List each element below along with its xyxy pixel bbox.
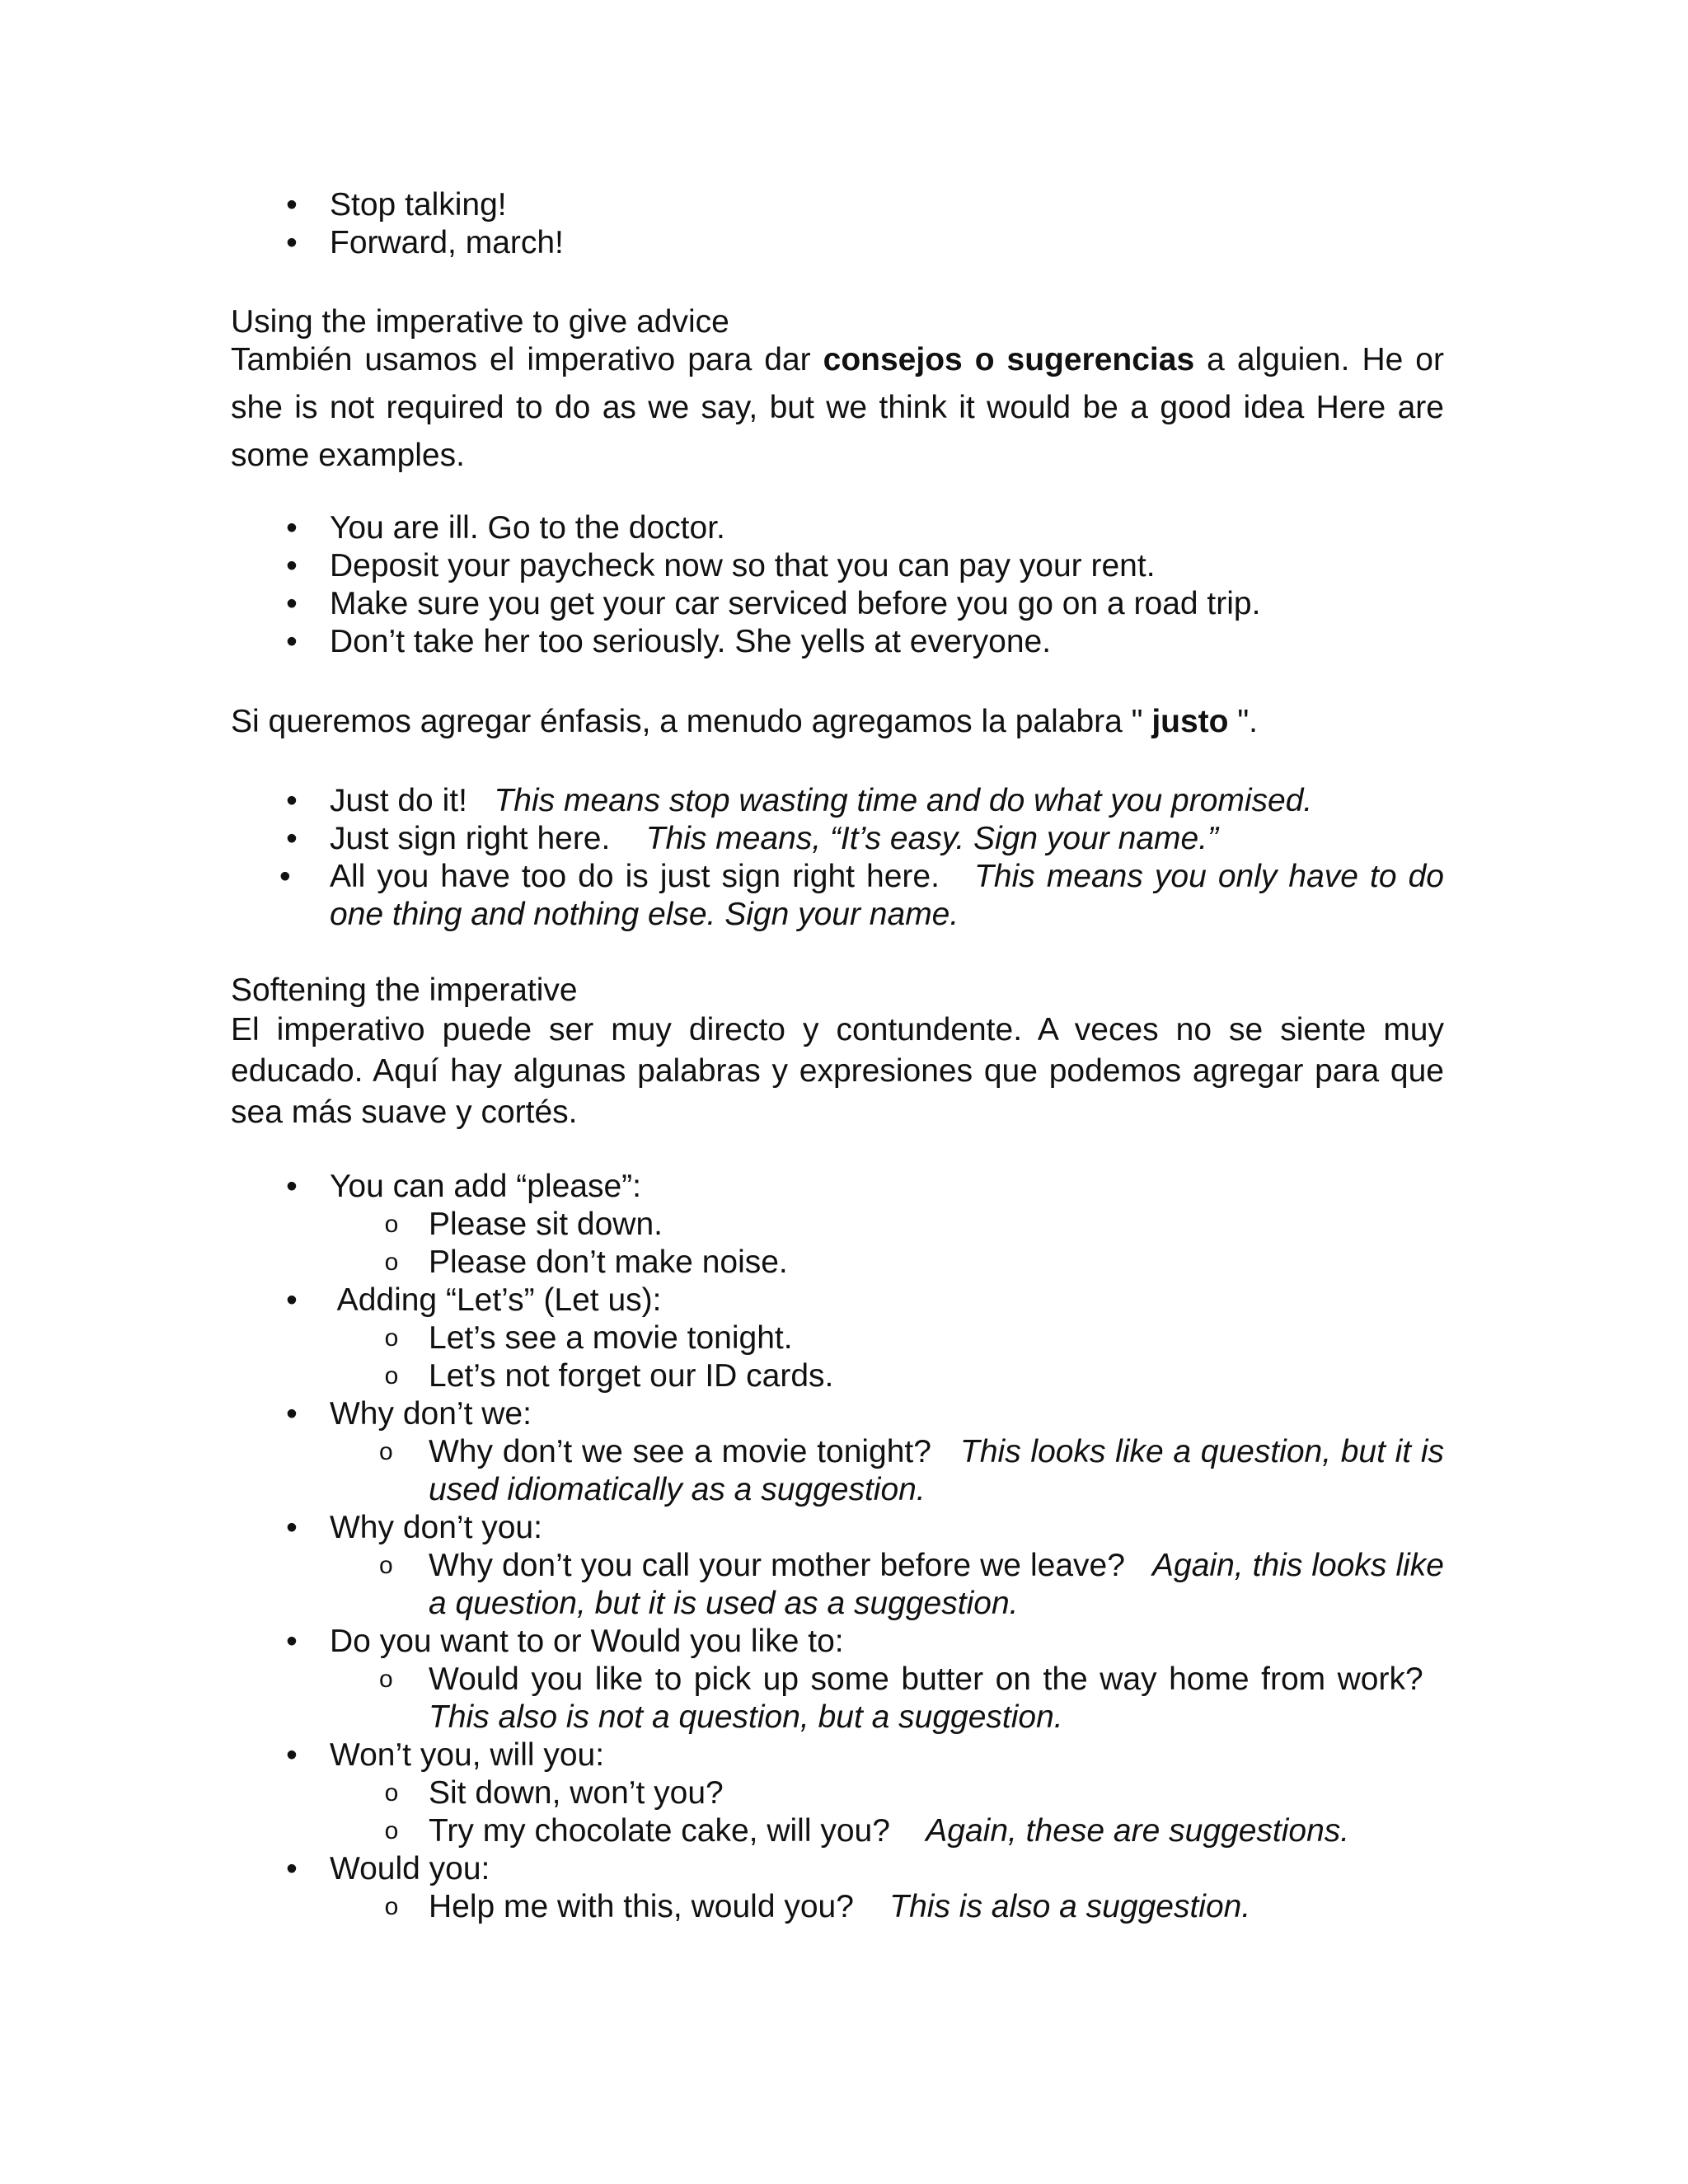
list-item-text: Why don’t you:	[330, 1510, 542, 1545]
emphasis-bold-word: justo	[1151, 704, 1229, 739]
sub-list-item-text: Why don’t we see a movie tonight?	[429, 1434, 931, 1469]
bullet-icon: •	[286, 510, 298, 546]
sub-list-item	[231, 1661, 1444, 1736]
sub-list-item	[231, 1433, 1444, 1509]
document-page	[231, 186, 1444, 1926]
list-item-text: Deposit your paycheck now so that you can pay your rent.	[330, 548, 1156, 583]
circle-bullet-icon: o	[379, 1552, 393, 1579]
list-item	[231, 782, 1444, 820]
section-heading-softening: Softening the imperative	[231, 972, 578, 1008]
sub-list-item-note: This is also a suggestion.	[889, 1889, 1251, 1924]
bullet-icon: •	[286, 1282, 298, 1318]
list-item	[231, 1395, 1444, 1433]
list-item	[231, 547, 1444, 585]
sub-list-item	[231, 1774, 1444, 1812]
list-item-note: This means stop wasting time and do what you promised.	[494, 783, 1313, 818]
sub-list-item	[231, 1206, 1444, 1244]
circle-bullet-icon: o	[384, 1779, 399, 1807]
list-item	[231, 1282, 1444, 1319]
sub-list-item-text: Would you like to pick up some butter on the way home from work?	[429, 1661, 1423, 1697]
list-item-text: Just do it!	[330, 783, 467, 818]
sub-list-item	[231, 1888, 1444, 1926]
sub-list-item-text: Try my chocolate cake, will you?	[429, 1813, 890, 1849]
bullet-icon: •	[286, 1510, 298, 1545]
sub-list-item	[231, 1357, 1444, 1395]
advice-examples-list	[231, 509, 1444, 661]
section-heading-advice: Using the imperative to give advice	[231, 304, 729, 340]
bullet-icon: •	[279, 859, 291, 894]
circle-bullet-icon: o	[384, 1249, 399, 1276]
list-item-text: Forward, march!	[330, 225, 564, 260]
list-item	[231, 820, 1444, 858]
list-item-text: Don’t take her too seriously. She yells at everyone.	[330, 624, 1052, 659]
sub-list-item-text: Please sit down.	[429, 1207, 663, 1242]
list-item-text: Would you:	[330, 1851, 490, 1886]
list-item-text: Stop talking!	[330, 187, 507, 223]
top-bullet-list	[231, 186, 1444, 262]
list-item-text: You are ill. Go to the doctor.	[330, 510, 725, 546]
bullet-icon: •	[286, 1737, 298, 1773]
bullet-icon: •	[286, 821, 298, 856]
sub-list-item	[231, 1244, 1444, 1282]
list-item-text: You can add “please”:	[330, 1169, 642, 1204]
list-item	[231, 509, 1444, 547]
sub-list-item-note: Again, this looks like a question, but it is used as a suggestion.	[429, 1548, 1444, 1621]
list-item-note: This means you only have to do one thing and nothing else. Sign your name.	[330, 859, 1444, 932]
list-item	[231, 858, 1444, 934]
sub-list-item-text: Help me with this, would you?	[429, 1889, 854, 1924]
list-item-text: Make sure you get your car serviced before you go on a road trip.	[330, 586, 1261, 621]
bullet-icon: •	[286, 1624, 298, 1659]
list-item	[231, 1736, 1444, 1774]
sub-list-item-text: Sit down, won’t you?	[429, 1775, 724, 1811]
circle-bullet-icon: o	[384, 1893, 399, 1920]
sub-list-item	[231, 1547, 1444, 1623]
softening-list	[231, 1168, 1444, 1926]
sub-list-item-note: This looks like a question, but it is used idiomatically as a suggestion.	[429, 1434, 1444, 1507]
sub-list-item	[231, 1812, 1444, 1850]
emphasis-examples-list	[231, 782, 1444, 934]
list-item-note: This means, “It’s easy. Sign your name.”	[645, 821, 1219, 856]
list-item-text: Adding “Let’s” (Let us):	[330, 1282, 662, 1318]
list-item	[231, 1850, 1444, 1888]
bullet-icon: •	[286, 187, 298, 223]
sub-list-item-text: Please don’t make noise.	[429, 1244, 788, 1280]
advice-paragraph: También usamos el imperativo para dar consejos o sugerencias a alguien. He or she is not required to do as we say, but we think it would be a good idea Here are some examples.	[231, 342, 1444, 473]
list-item-text: Just sign right here.	[330, 821, 611, 856]
sub-list-item-note: Again, these are suggestions.	[926, 1813, 1350, 1849]
bullet-icon: •	[286, 783, 298, 818]
bullet-icon: •	[286, 586, 298, 621]
emphasis-paragraph: Si queremos agregar énfasis, a menudo agregamos la palabra " justo ".	[231, 704, 1259, 739]
sub-list-item	[231, 1319, 1444, 1357]
sub-list-item-note: This also is not a question, but a suggestion.	[429, 1699, 1063, 1735]
bullet-icon: •	[286, 548, 298, 583]
list-item	[231, 623, 1444, 661]
list-item	[231, 1623, 1444, 1661]
circle-bullet-icon: o	[384, 1817, 399, 1844]
bullet-icon: •	[286, 1396, 298, 1432]
circle-bullet-icon: o	[379, 1438, 393, 1465]
softening-paragraph: El imperativo puede ser muy directo y contundente. A veces no se siente muy educado. Aquí hay algunas palabras y expresiones que podemos agregar para que sea más suave y cortés.	[231, 1012, 1444, 1130]
list-item	[231, 224, 1444, 262]
circle-bullet-icon: o	[379, 1666, 393, 1693]
advice-bold-phrase: consejos o sugerencias	[823, 342, 1195, 377]
circle-bullet-icon: o	[384, 1324, 399, 1352]
list-item	[231, 186, 1444, 224]
circle-bullet-icon: o	[384, 1362, 399, 1390]
bullet-icon: •	[286, 1851, 298, 1886]
bullet-icon: •	[286, 225, 298, 260]
list-item-text: Do you want to or Would you like to:	[330, 1624, 844, 1659]
sub-list-item-text: Why don’t you call your mother before we leave?	[429, 1548, 1125, 1583]
circle-bullet-icon: o	[384, 1211, 399, 1238]
list-item-text: All you have too do is just sign right here.	[330, 859, 940, 894]
list-item-text: Why don’t we:	[330, 1396, 532, 1432]
sub-list-item-text: Let’s see a movie tonight.	[429, 1320, 793, 1356]
list-item	[231, 1509, 1444, 1547]
sub-list-item-text: Let’s not forget our ID cards.	[429, 1358, 834, 1394]
list-item-text: Won’t you, will you:	[330, 1737, 605, 1773]
list-item	[231, 585, 1444, 623]
bullet-icon: •	[286, 1169, 298, 1204]
list-item	[231, 1168, 1444, 1206]
bullet-icon: •	[286, 624, 298, 659]
